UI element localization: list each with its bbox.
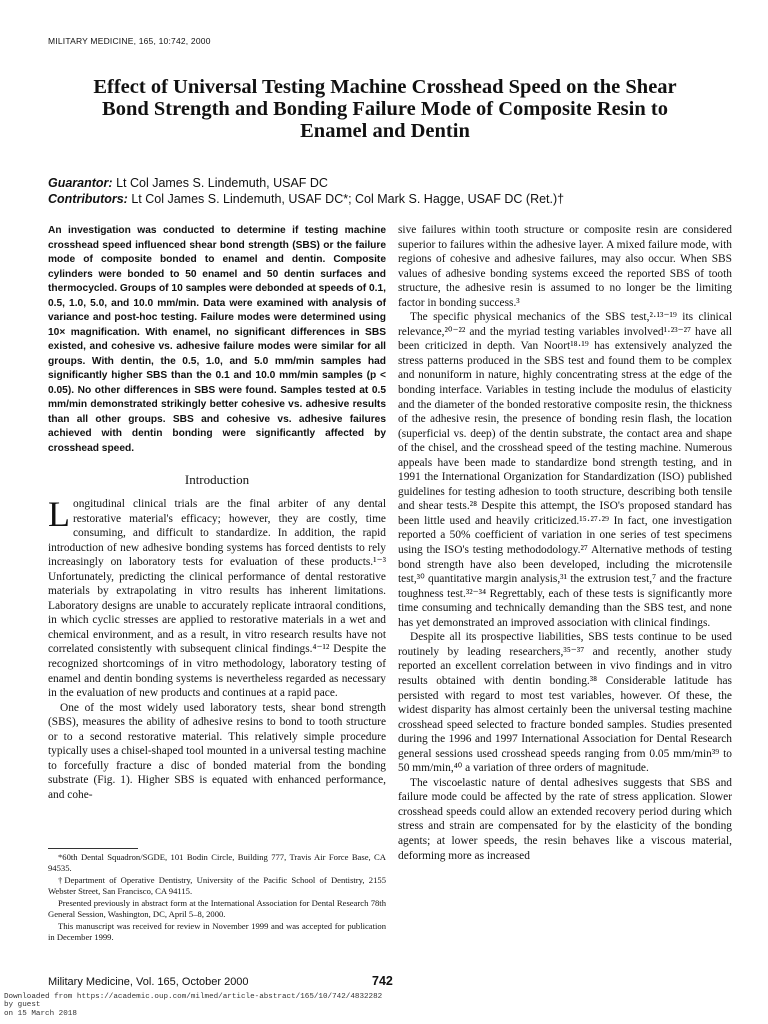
intro-paragraph-2: One of the most widely used laboratory tests, shear bond strength (SBS), measures the ability of adhesive resins to bond to tooth structure or to a second restorative material. This relatively simple procedure typically uses a chisel-shaped tool mounted in a universal testing machine to forcefully fracture a disc of bonded material from the bonding substrate (Fig. 1). Higher SBS is equated with enhanced performance, and cohe- — [48, 701, 386, 801]
right-paragraph-4: The viscoelastic nature of dental adhesives suggests that SBS and failure mode could be affected by the rate of stress application. Slower crosshead speeds could allow an extended recovery period during which stress and strain are compensated for by the elasticity of the bonding agents; at lower speeds, the resin behaves like a viscous material, deforming more as increased — [398, 776, 732, 862]
contributors-label: Contributors: — [48, 192, 128, 206]
guarantor-label: Guarantor: — [48, 176, 113, 190]
article-title — [40, 76, 730, 142]
download-notice — [4, 993, 382, 1018]
guarantor-names: Lt Col James S. Lindemuth, USAF DC — [112, 176, 328, 190]
page-number: 742 — [372, 974, 393, 988]
footnote: †Department of Operative Dentistry, University of the Pacific School of Dentistry, 2155 Webster Street, San Francisco, CA 94115. — [48, 875, 386, 896]
intro-paragraph-1 — [48, 494, 386, 701]
abstract: An investigation was conducted to determine if testing machine crosshead speed influenced shear bond strength (SBS) or the failure mode of composite bonded to enamel and dentin. Composite cylinders were bonded to 50 enamel and 50 dentin surfaces and thermocycled. Groups of 10 samples were debonded at speeds of 0.1, 0.5, 1.0, 5.0, and 10.0 mm/min. Data were examined with analysis of variance and post-hoc testing. Failure modes were determined using 10× magnification. With enamel, no significant differences in SBS existed, and cohesive vs. adhesive failure modes were similar for all groups. With dentin, the 0.5, 1.0, and 5.0 mm/min samples had significantly higher SBS than the 0.1 and 10.0 mm/min samples (p < 0.05). No other differences in SBS were found. Samples tested at 0.5 mm/min demonstrated strikingly better cohesive vs. adhesive results than all other groups. SBS and cohesive vs. adhesive failures achieved with dentin bonding were significantly affected by crosshead speed. — [48, 225, 386, 454]
contributors-names: Lt Col James S. Lindemuth, USAF DC*; Col Mark S. Hagge, USAF DC (Ret.)† — [127, 192, 565, 206]
contributors-line — [48, 192, 738, 206]
drop-cap: L — [48, 494, 70, 534]
footnote-divider — [48, 848, 138, 849]
right-paragraph-1: sive failures within tooth structure or composite resin are considered superior to failures within the adhesive layer. A mixed failure mode, with regions of cohesive and adhesive failures, may also occur. When SBS values of adhesive bonding systems exceed the reported SBS of tooth structure, the adhesive resin is assumed to no longer be the limiting factor in bonding success.³ — [398, 224, 732, 309]
running-head: MILITARY MEDICINE, 165, 10:742, 2000 — [48, 36, 211, 46]
title-line: Enamel and Dentin — [300, 120, 470, 142]
right-paragraph-2: The specific physical mechanics of the SBS test,²·¹³⁻¹⁹ its clinical relevance,²⁰⁻²² and the myriad testing variables involved¹·²³⁻²⁷ have all been criticized in depth. Van Noort¹⁸·¹⁹ has extensively analyzed the stress patterns produced in the SBS test and found them to be complex and nonuniform in nature, highly concentrating stress at the edge of the bonding interface. Variables in testing include the modulus of elasticity and the diameter of the bonded restorative composite resin, the thickness of the adhesive resin, the presence of bonding resin flash, the location (superficial vs. deep) of the dentin substrate, the contact area and shape of the chisel, and the crosshead speed of the testing machine. Numerous appeals have been made to standardize bond strength testing, and in 1991 the International Organization for Standardization (ISO) published guidelines for testing adhesion to tooth structure, describing both tensile and shear tests.²⁸ Despite this attempt, the ISO's proposed standard has been little used and heavily criticized.¹⁵·²⁷·²⁹ In fact, one investigation reported a 50% coefficient of variation in one series of test specimens using the ISO's testing methododology.²⁷ Alternative methods of testing bond strength have also been developed, including the microtensile test,³⁰ quantitative margin analysis,³¹ the extrusion test,⁷ and the fracture toughness test.³²⁻³⁴ Regrettably, each of these tests is significantly more time consuming and technically demanding than the SBS test, and none has yet demonstrated an improved association with clinical findings. — [398, 311, 732, 629]
section-heading: Introduction — [184, 472, 250, 487]
footnote: Presented previously in abstract form at the International Association for Dental Research 78th General Session, Washington, DC, April 5–8, 2000. — [48, 898, 386, 919]
intro-left-column — [48, 494, 386, 802]
footnotes — [48, 852, 386, 944]
download-line: on 15 March 2018 — [4, 1009, 77, 1018]
journal-footer: Military Medicine, Vol. 165, October 2000 — [48, 976, 249, 988]
right-column — [398, 223, 732, 863]
download-line: Downloaded from https://academic.oup.com/milmed/article-abstract/165/10/742/4832282 — [4, 993, 383, 1001]
title-line: Bond Strength and Bonding Failure Mode of Composite Resin to — [102, 98, 668, 120]
right-paragraph-3: Despite all its prospective liabilities, SBS tests continue to be used routinely by leading researchers,³⁵⁻³⁷ and recently, another study reported an excellent correlation between in vivo findings and in vitro results obtained with dentin bonding.³⁸ Considerable latitude has persisted with regard to most test variables, however. Of these, the widest disparity has almost certainly been the universal testing machine crosshead speed selected to fracture bonded samples. Studies presented during the 1996 and 1997 International Association for Dental Research general sessions used crosshead speeds ranging from 0.05 mm/min³⁹ to 50 mm/min,⁴⁰ a variation of three orders of magnitude. — [398, 631, 732, 775]
footnote: *60th Dental Squadron/SGDE, 101 Bodin Circle, Building 777, Travis Air Force Base, CA 94535. — [48, 852, 386, 873]
title-line: Effect of Universal Testing Machine Crosshead Speed on the Shear — [93, 76, 677, 98]
download-line: by guest — [4, 1001, 41, 1010]
footnote: This manuscript was received for review in November 1999 and was accepted for publication in December 1999. — [48, 921, 386, 942]
guarantor-line — [48, 176, 738, 190]
intro-paragraph-1-text: ongitudinal clinical trials are the final arbiter of any dental restorative material's efficacy; however, they are costly, time consuming, and difficult to standardize. In addition, the rapid introduction of new adhesive bonding systems has forced dentists to rely increasingly on laboratory tests for evaluation of these products.¹⁻³ Unfortunately, predicting the clinical performance of dental restorative materials by extrapolating in vitro results has inherent limitations. Laboratory designs are unable to accurately replicate intraoral conditions, in which cyclic stresses are applied to restorative materials in a wet and chemical environment, and as a result, in vitro research results have not correlated consistently with subsequent clinical findings.⁴⁻¹² Despite the recognized shortcomings of in vitro methodology, laboratory testing of enamel and dentin bonding systems is nevertheless regarded as necessary in the evaluation of new products and continues at a rapid pace. — [48, 498, 386, 700]
